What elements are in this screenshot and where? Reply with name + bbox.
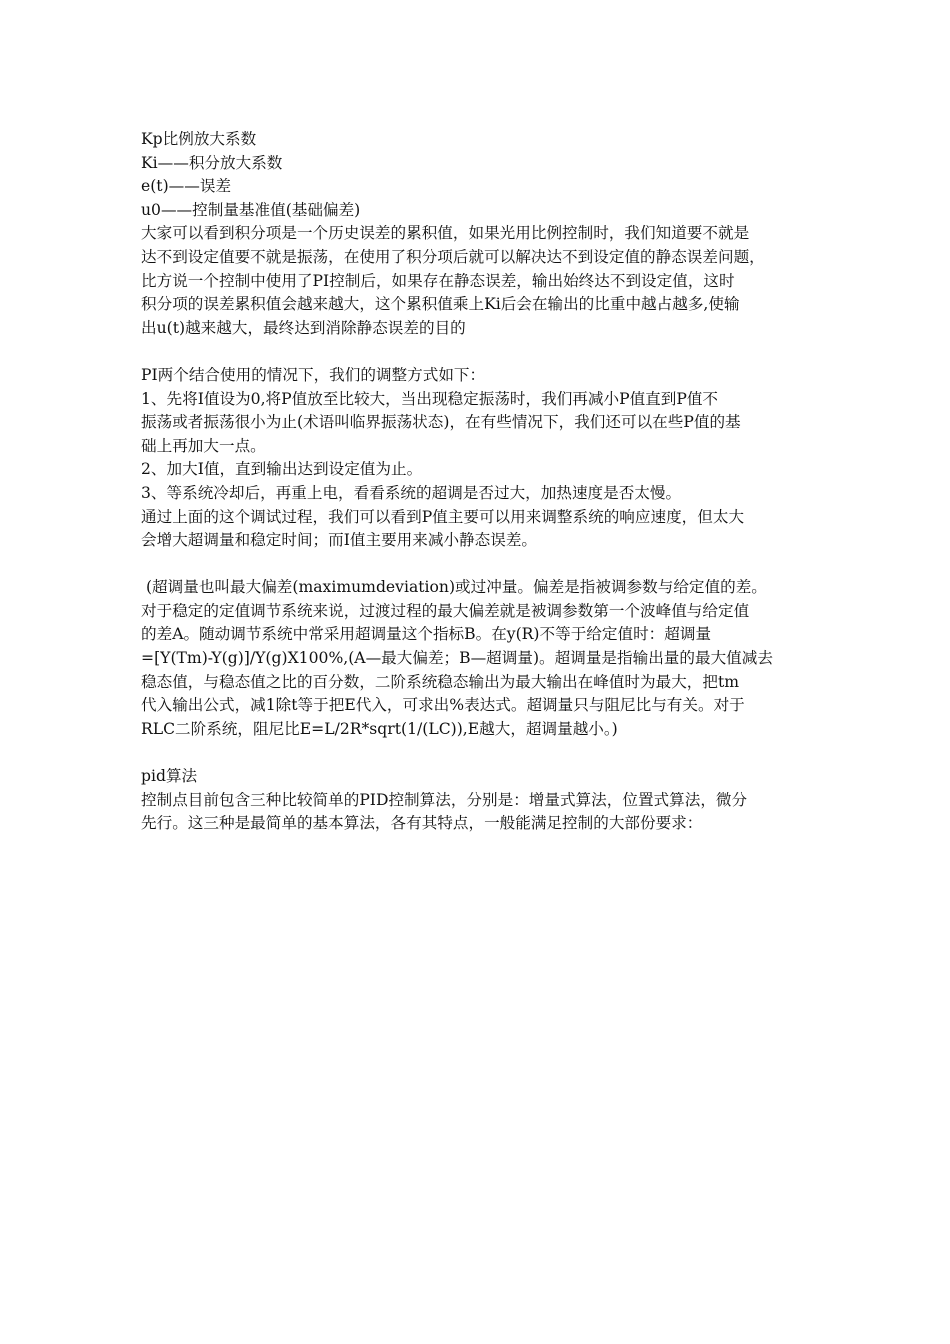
definition-ki: Ki——积分放大系数 — [141, 153, 283, 172]
overshoot-paragraph — [141, 576, 821, 741]
paragraph-line: 大家可以看到积分项是一个历史误差的累积值，如果光用比例控制时，我们知道要不就是 — [141, 224, 750, 243]
paragraph-line: 达不到设定值要不就是振荡，在使用了积分项后就可以解决达不到设定值的静态误差问题， — [141, 247, 765, 266]
definition-et: e(t)——误差 — [141, 177, 232, 196]
document-body — [141, 128, 821, 836]
blank-line — [141, 553, 821, 577]
paragraph-line: =[Y(Tm)-Y(g)]/Y(g)X100%,(A—最大偏差；B—超调量)。超调量是指输出量的最大值减去 — [141, 649, 773, 668]
paragraph-line: 比方说一个控制中使用了PI控制后，如果存在静态误差，输出始终达不到设定值，这时 — [141, 271, 735, 290]
definition-u0: u0——控制量基准值(基础偏差) — [141, 200, 361, 219]
paragraph-line: 出u(t)越来越大，最终达到消除静态误差的目的 — [141, 318, 466, 337]
definitions-block — [141, 128, 821, 222]
section-heading-pid: pid算法 — [141, 767, 198, 786]
definition-kp: Kp比例放大系数 — [141, 130, 257, 148]
paragraph-line: RLC二阶系统，阻尼比E=L/2R*sqrt(1/(LC)),E越大，超调量越小。) — [141, 719, 618, 738]
step-1-line: 础上再加大一点。 — [141, 436, 266, 455]
step-1-line: 1、先将I值设为0,将P值放至比较大，当出现稳定振荡时，我们再减小P值直到P值不 — [141, 389, 719, 408]
integral-paragraph — [141, 222, 821, 340]
paragraph-line: 先行。这三种是最简单的基本算法，各有其特点，一般能满足控制的大部份要求： — [141, 814, 703, 833]
blank-line — [141, 340, 821, 364]
step-2-line: 2、加大I值，直到输出达到设定值为止。 — [141, 460, 423, 479]
paragraph-line: 的差A。随动调节系统中常采用超调量这个指标B。在y(R)不等于给定值时：超调量 — [141, 625, 712, 644]
conclusion-line: 会增大超调量和稳定时间；而I值主要用来减小静态误差。 — [141, 531, 538, 550]
section-heading-pi: PI两个结合使用的情况下，我们的调整方式如下： — [141, 365, 486, 384]
paragraph-line: 稳态值，与稳态值之比的百分数，二阶系统稳态输出为最大输出在峰值时为最大，把tm — [141, 672, 740, 691]
paragraph-line: (超调量也叫最大偏差(maximumdeviation)或过冲量。偏差是指被调参数与给定值的差。 — [141, 578, 767, 597]
pid-section — [141, 765, 821, 836]
paragraph-line: 代入输出公式，减1除t等于把E代入，可求出%表达式。超调量只与阻尼比与有关。对于 — [141, 696, 745, 715]
pi-tuning-section — [141, 364, 821, 553]
paragraph-line: 对于稳定的定值调节系统来说，过渡过程的最大偏差就是被调参数第一个波峰值与给定值 — [141, 601, 750, 620]
blank-line — [141, 741, 821, 765]
step-1-line: 振荡或者振荡很小为止(术语叫临界振荡状态)，在有些情况下，我们还可以在些P值的基 — [141, 413, 741, 432]
step-3-line: 3、等系统冷却后，再重上电，看看系统的超调是否过大，加热速度是否太慢。 — [141, 483, 682, 502]
conclusion-line: 通过上面的这个调试过程，我们可以看到P值主要可以用来调整系统的响应速度，但太大 — [141, 507, 745, 526]
paragraph-line: 积分项的误差累积值会越来越大，这个累积值乘上Ki后会在输出的比重中越占越多,使输 — [141, 295, 740, 314]
paragraph-line: 控制点目前包含三种比较简单的PID控制算法，分别是：增量式算法，位置式算法，微分 — [141, 790, 748, 809]
